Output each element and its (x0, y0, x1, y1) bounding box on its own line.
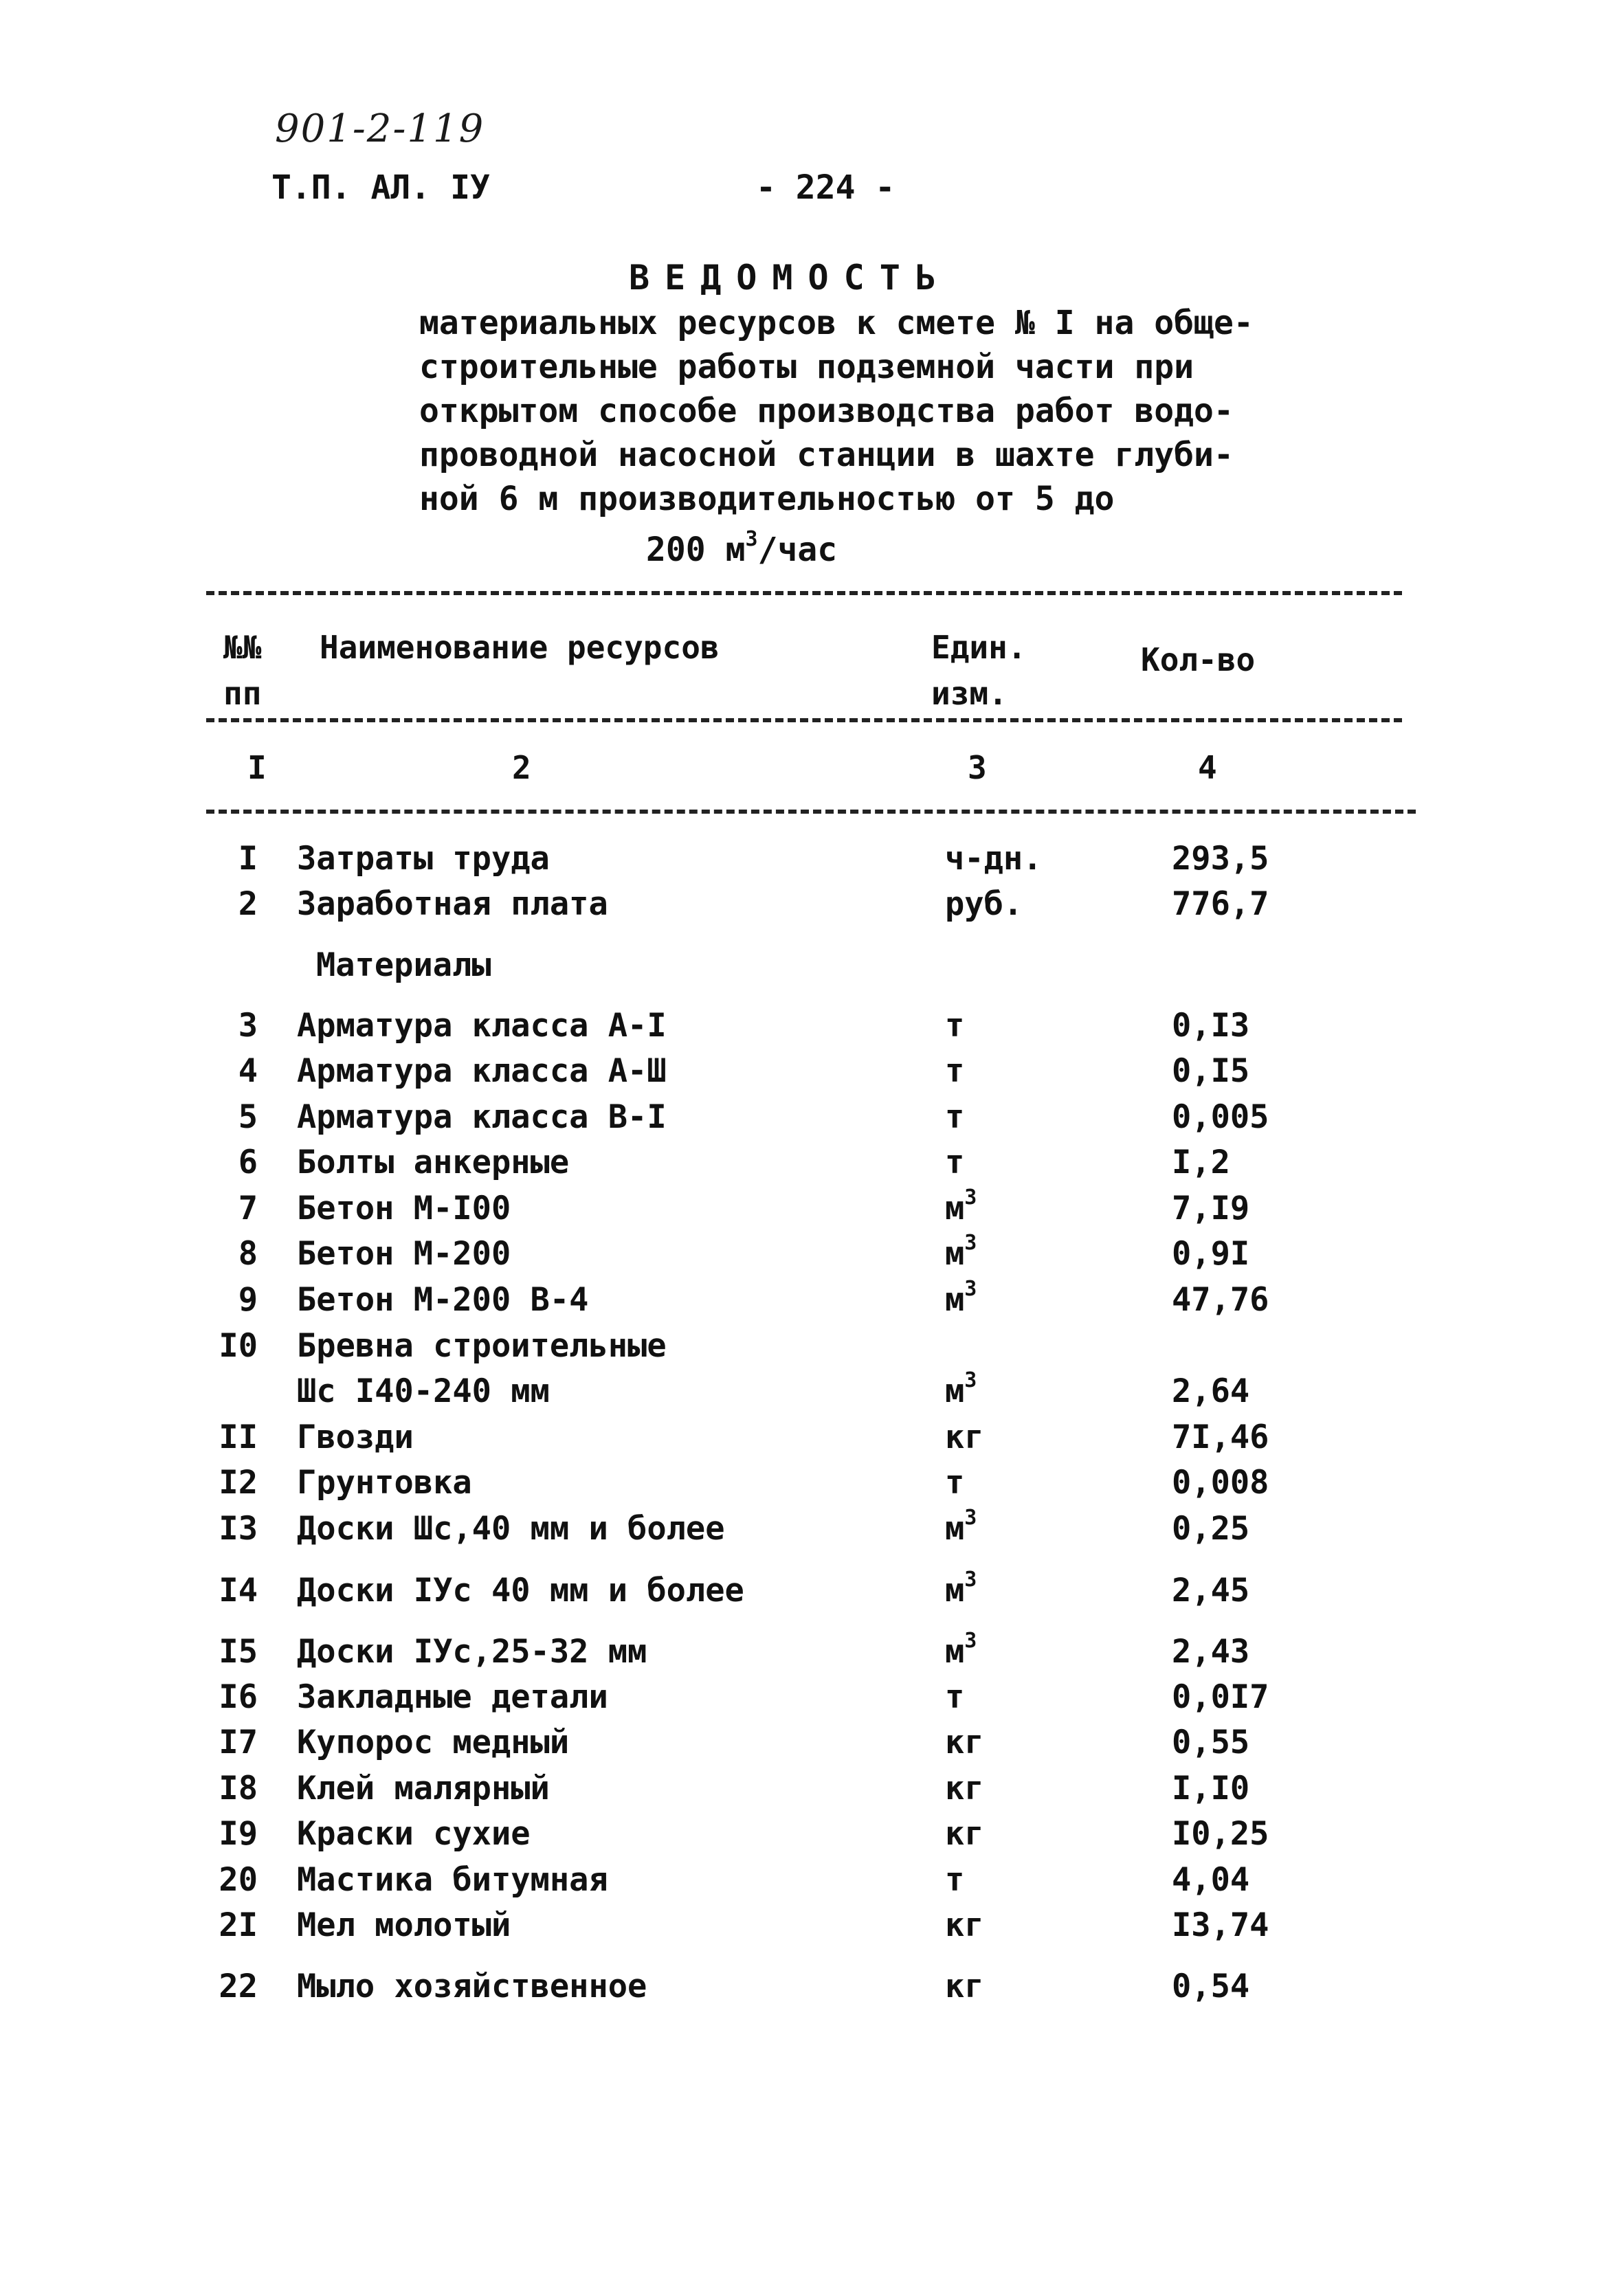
page-number: - 224 - (756, 168, 896, 207)
col-number-4: 4 (1198, 749, 1217, 786)
document-subtitle (419, 301, 1254, 521)
unit-text: м (945, 1572, 965, 1610)
row-number: 7 (238, 1190, 258, 1227)
unit-text: т (945, 1464, 965, 1502)
resource-name: Болты анкерные (297, 1144, 570, 1181)
row-number: 6 (238, 1144, 258, 1181)
resource-unit (945, 1007, 964, 1045)
resource-unit (945, 1968, 984, 2005)
unit-text: руб. (945, 885, 1023, 923)
unit-exponent: 3 (964, 1185, 977, 1210)
row-number: I0 (219, 1327, 258, 1365)
subtitle-line: проводной насосной станции в шахте глуби- (419, 436, 1234, 474)
resource-quantity: 2,43 (1172, 1633, 1250, 1671)
row-number: 4 (238, 1052, 258, 1090)
resource-unit (945, 840, 1042, 878)
header-num-line2: пп (223, 675, 262, 712)
unit-text: м (945, 1281, 965, 1319)
resource-quantity: 4,04 (1172, 1861, 1250, 1899)
resource-name: Затраты труда (297, 840, 550, 878)
resource-name: Краски сухие (297, 1815, 531, 1853)
resource-unit (945, 1906, 984, 1944)
row-number: I8 (219, 1770, 258, 1807)
resource-unit (945, 1144, 964, 1181)
unit-exponent: 3 (964, 1629, 977, 1653)
col-number-3: 3 (968, 749, 987, 786)
col-number-1: I (247, 749, 267, 786)
unit-text: м (945, 1633, 965, 1671)
resource-unit (945, 1815, 984, 1853)
unit-text: кг (945, 1770, 984, 1807)
resource-quantity: I,I0 (1172, 1770, 1250, 1807)
subtitle-rate-value: 200 м (646, 531, 746, 569)
row-number: II (219, 1418, 258, 1456)
resource-unit (945, 885, 1023, 923)
row-number: I5 (219, 1633, 258, 1671)
resource-unit (945, 1277, 977, 1319)
subtitle-last-line (646, 528, 837, 572)
resource-quantity: 0,I5 (1172, 1052, 1250, 1090)
unit-exponent: 3 (964, 1277, 977, 1301)
resource-name: Арматура класса В-I (297, 1098, 667, 1136)
resource-quantity: I,2 (1172, 1144, 1230, 1181)
header-left: Т.П. АЛ. IУ (271, 168, 490, 207)
subtitle-line: материальных ресурсов к смете № I на обще- (419, 304, 1254, 342)
resource-quantity: 7I,46 (1172, 1418, 1269, 1456)
resource-quantity: 293,5 (1172, 840, 1269, 878)
unit-text: ч-дн. (945, 840, 1043, 878)
row-number: 20 (219, 1861, 258, 1899)
resource-name: Бетон М-I00 (297, 1190, 511, 1227)
col-number-2: 2 (512, 749, 531, 786)
unit-text: кг (945, 1906, 984, 1944)
subtitle-rate-unit: /час (757, 531, 838, 569)
unit-exponent: 3 (964, 1506, 977, 1530)
resource-unit (945, 1678, 964, 1716)
row-number: 9 (238, 1281, 258, 1319)
resource-quantity: 2,64 (1172, 1372, 1250, 1410)
row-number: I7 (219, 1724, 258, 1761)
resource-quantity: 0,0I7 (1172, 1678, 1269, 1716)
doc-code-handwritten: 901-2-119 (275, 107, 485, 151)
unit-text: кг (945, 1968, 984, 2005)
row-number: 22 (219, 1968, 258, 2005)
resource-unit (945, 1770, 984, 1807)
resource-unit (945, 1231, 977, 1273)
resource-quantity: 0,55 (1172, 1724, 1250, 1761)
resource-name: Мыло хозяйственное (297, 1968, 647, 2005)
section-heading-materials: Материалы (316, 946, 491, 984)
resource-quantity: 776,7 (1172, 885, 1269, 923)
unit-exponent: 3 (964, 1231, 977, 1255)
resource-name: Арматура класса А-I (297, 1007, 667, 1045)
resource-name: Гвозди (297, 1418, 414, 1456)
unit-text: т (945, 1861, 965, 1899)
row-number: I3 (219, 1510, 258, 1548)
resource-unit (945, 1418, 984, 1456)
row-number: 3 (238, 1007, 258, 1045)
resource-quantity: 2,45 (1172, 1572, 1250, 1610)
resource-unit (945, 1052, 964, 1090)
header-num-line1: №№ (223, 629, 262, 666)
document-title: ВЕДОМОСТЬ (629, 258, 951, 298)
subtitle-line: ной 6 м производительностью от 5 до (419, 480, 1115, 518)
resource-quantity: I3,74 (1172, 1906, 1269, 1944)
unit-text: м (945, 1510, 965, 1548)
resource-unit (945, 1368, 977, 1410)
unit-text: м (945, 1190, 965, 1227)
resource-name: Закладные детали (297, 1678, 608, 1716)
resource-name: Грунтовка (297, 1464, 472, 1502)
resource-name: Мастика битумная (297, 1861, 608, 1899)
row-number: 2 (238, 885, 258, 923)
resource-unit (945, 1506, 977, 1548)
resource-unit (945, 1629, 977, 1671)
resource-unit (945, 1724, 984, 1761)
resource-name: Заработная плата (297, 885, 608, 923)
resource-name: Бревна строительные (297, 1327, 667, 1365)
row-number: I (238, 840, 258, 878)
resource-name: Мел молотый (297, 1906, 511, 1944)
resource-unit (945, 1098, 964, 1136)
header-unit-line1: Един. (931, 629, 1027, 666)
unit-exponent: 3 (964, 1568, 977, 1592)
resource-name: Шс I40-240 мм (297, 1372, 550, 1410)
resource-quantity: 0,25 (1172, 1510, 1250, 1548)
resource-name: Бетон М-200 (297, 1235, 511, 1273)
resource-quantity: I0,25 (1172, 1815, 1269, 1853)
resource-name: Доски IУс,25-32 мм (297, 1633, 647, 1671)
resource-name: Бетон М-200 В-4 (297, 1281, 589, 1319)
resource-unit (945, 1568, 977, 1610)
unit-text: т (945, 1144, 965, 1181)
row-number: I6 (219, 1678, 258, 1716)
unit-text: т (945, 1098, 965, 1136)
header-rule (206, 718, 1402, 722)
resource-unit (945, 1464, 964, 1502)
unit-exponent: 3 (964, 1368, 977, 1392)
resource-quantity: 0,008 (1172, 1464, 1269, 1502)
header-unit-line2: изм. (931, 675, 1008, 712)
table-top-rule (206, 591, 1402, 595)
subtitle-line: строительные работы подземной части при (419, 348, 1194, 386)
unit-text: т (945, 1052, 965, 1090)
row-number: 2I (219, 1906, 258, 1944)
column-numbers-rule (206, 810, 1416, 814)
row-number: I4 (219, 1572, 258, 1610)
resource-quantity: 0,9I (1172, 1235, 1250, 1273)
resource-name: Арматура класса А-Ш (297, 1052, 667, 1090)
row-number: I9 (219, 1815, 258, 1853)
unit-text: кг (945, 1815, 984, 1853)
unit-text: кг (945, 1724, 984, 1761)
resource-name: Доски IУс 40 мм и более (297, 1572, 744, 1610)
resource-quantity: 7,I9 (1172, 1190, 1250, 1227)
resource-name: Доски Шс,40 мм и более (297, 1510, 725, 1548)
resource-name: Купорос медный (297, 1724, 570, 1761)
resource-quantity: 0,005 (1172, 1098, 1269, 1136)
header-qty: Кол-во (1141, 641, 1256, 678)
resource-unit (945, 1185, 977, 1227)
row-number: 5 (238, 1098, 258, 1136)
row-number: 8 (238, 1235, 258, 1273)
subtitle-line: открытом способе производства работ водо- (419, 392, 1234, 430)
unit-text: м (945, 1235, 965, 1273)
resource-unit (945, 1861, 964, 1899)
unit-text: м (945, 1372, 965, 1410)
unit-text: кг (945, 1418, 984, 1456)
subtitle-rate-exponent: 3 (745, 527, 758, 551)
unit-text: т (945, 1007, 965, 1045)
resource-name: Клей малярный (297, 1770, 550, 1807)
resource-quantity: 47,76 (1172, 1281, 1269, 1319)
resource-quantity: 0,54 (1172, 1968, 1250, 2005)
unit-text: т (945, 1678, 965, 1716)
header-name: Наименование ресурсов (320, 629, 720, 666)
row-number: I2 (219, 1464, 258, 1502)
resource-quantity: 0,I3 (1172, 1007, 1250, 1045)
